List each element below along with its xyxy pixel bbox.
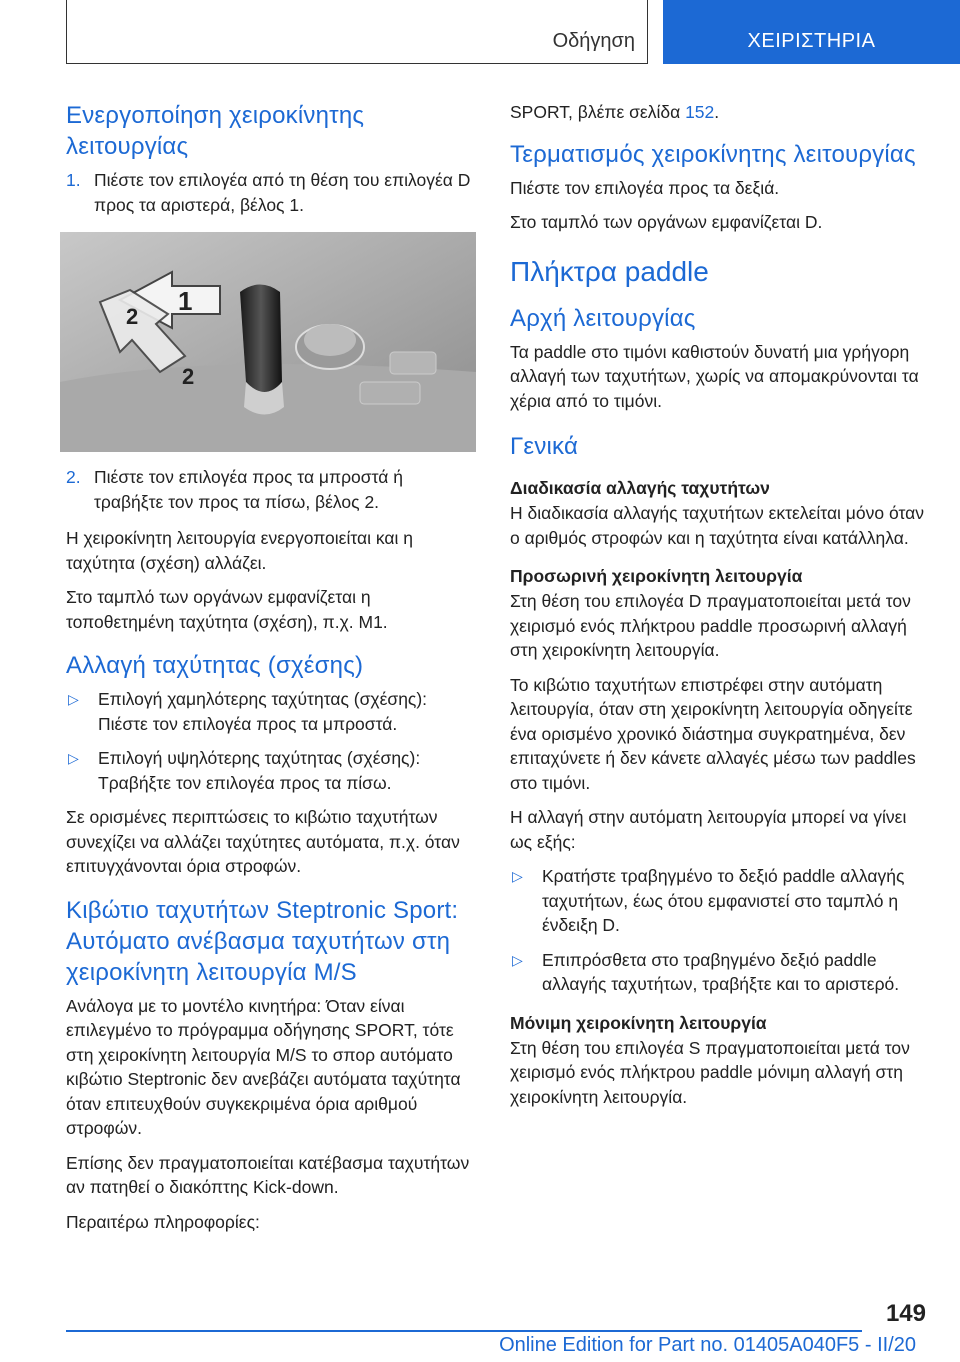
- right-column: [510, 100, 925, 1119]
- bullet-hold-right-paddle-text: Κρατήστε τραβηγμένο το δεξιό paddle αλλαγής ταχυτήτων, έως ότου εμφανιστεί στο ταμπλό η ένδειξη D.: [542, 866, 905, 935]
- sport-ref-suffix: .: [714, 102, 720, 122]
- triangle-bullet-icon: ▷: [68, 691, 79, 707]
- paragraph-display-d: Στο ταμπλό των οργάνων εμφανίζεται D.: [510, 212, 823, 232]
- step-2: [66, 465, 476, 514]
- paragraph-engine-model: Ανάλογα με το μοντέλο κινητήρα: Όταν είναι επιλεγμένο το πρόγραμμα οδήγησης SPORT, τότε στη χειροκίνητη λειτουργία M/S το σπορ αυτόματο κιβώτιο Steptronic δεν ανεβάζει αυτόματα ταχύτητα όταν επιτευχθούν συγκεκριμένα όρια αριθμού στροφών.: [66, 995, 461, 1138]
- page-number: 149: [885, 1300, 926, 1327]
- header-section-label: Οδήγηση: [552, 30, 635, 52]
- paragraph-automatic-shifts: Σε ορισμένες περιπτώσεις το κιβώτιο ταχυτήτων συνεχίζει να αλλάζει ταχύτητες αυτόματα, π.χ. όταν επιτυγχάνονται όρια στροφών.: [66, 807, 460, 876]
- step-1-text: Πιέστε τον επιλογέα από τη θέση του επιλογέα D προς τα αριστερά, βέλος 1.: [94, 170, 471, 215]
- bullet-downshift-text: Επιλογή χαμηλότερης ταχύτητας (σχέσης): Πιέστε τον επιλογέα προς τα μπροστά.: [98, 689, 428, 734]
- paragraph-push-right: Πιέστε τον επιλογέα προς τα δεξιά.: [510, 177, 780, 198]
- heading-end-manual: Τερματισμός χειροκίνητης λειτουργίας: [510, 140, 916, 168]
- step-2-number: 2.: [66, 467, 81, 487]
- bullet-hold-right-paddle: [510, 864, 925, 938]
- footer-edition: Online Edition for Part no. 01405A040F5 - II/20: [499, 1334, 916, 1356]
- paragraph-manual-activated: Η χειροκίνητη λειτουργία ενεργοποιείται και η ταχύτητα (σχέση) αλλάζει.: [66, 528, 414, 573]
- footer-divider: [66, 1330, 862, 1332]
- heading-temporary-manual: Προσωρινή χειροκίνητη λειτουργία: [510, 566, 803, 586]
- paragraph-sport-ref: [510, 100, 925, 125]
- paragraph-permanent-manual: Στη θέση του επιλογέα S πραγματοποιείται μετά τον χειρισμό ενός πλήκτρου paddle μόνιμη αλλαγή στη χειροκίνητη λειτουργία.: [510, 1037, 910, 1107]
- paragraph-temporary-manual: Στη θέση του επιλογέα D πραγματοποιείται μετά τον χειρισμό ενός πλήκτρου paddle προσωρινή αλλαγή στη χειροκίνητη λειτουργία.: [510, 591, 911, 660]
- heading-paddle-keys: Πλήκτρα paddle: [510, 255, 709, 287]
- step-1: [66, 168, 476, 217]
- triangle-bullet-icon: ▷: [512, 951, 523, 968]
- heading-steptronic-sport: Κιβώτιο ταχυτήτων Steptronic Sport: Αυτόματο ανέβασμα ταχυτήτων στη χειροκίνητη λειτουργία M/S: [66, 896, 459, 986]
- heading-activate-manual: Ενεργοποίηση χειροκίνητης λειτουργίας: [66, 102, 365, 160]
- bullet-upshift-text: Επιλογή υψηλότερης ταχύτητας (σχέσης): Τραβήξτε τον επιλογέα προς τα πίσω.: [98, 748, 421, 793]
- arrow-2-lower-label: 2: [182, 364, 195, 389]
- bullet-pull-both-paddles: [510, 948, 925, 997]
- paragraph-switch-automatic: Η αλλαγή στην αυτόματη λειτουργία μπορεί να γίνει ως εξής:: [510, 807, 907, 852]
- header-section-tab: [66, 0, 648, 64]
- sport-ref-prefix: SPORT, βλέπε σελίδα: [510, 102, 686, 122]
- heading-general: Γενικά: [510, 433, 579, 460]
- bullet-downshift: [66, 687, 476, 736]
- paragraph-more-info: Περαιτέρω πληροφορίες:: [66, 1211, 260, 1232]
- triangle-bullet-icon: ▷: [68, 750, 79, 766]
- arrow-1-label: 1: [178, 286, 193, 316]
- heading-shift-procedure: Διαδικασία αλλαγής ταχυτήτων: [510, 478, 770, 498]
- step-2-text: Πιέστε τον επιλογέα προς τα μπροστά ή τραβήξτε τον προς τα πίσω, βέλος 2.: [94, 467, 403, 512]
- heading-principle: Αρχή λειτουργίας: [510, 304, 696, 332]
- paragraph-kickdown: Επίσης δεν πραγματοποιείται κατέβασμα ταχυτήτων αν πατηθεί ο διακόπτης Kick-down.: [66, 1152, 470, 1197]
- paragraph-shift-procedure: Η διαδικασία αλλαγής ταχυτήτων εκτελείται μόνο όταν ο αριθμός στροφών και η ταχύτητα είναι κατάλληλα.: [510, 503, 924, 548]
- step-1-number: 1.: [66, 170, 81, 190]
- heading-gear-change: Αλλαγή ταχύτητας (σχέσης): [66, 652, 364, 679]
- header-chapter-label: ΧΕΙΡΙΣΤΗΡΙΑ: [747, 30, 876, 52]
- page-link-152[interactable]: 152: [685, 102, 715, 122]
- header-chapter-tab: [663, 0, 960, 64]
- paragraph-principle: Τα paddle στο τιμόνι καθιστούν δυνατή μια γρήγορη αλλαγή των ταχυτήτων, χωρίς να απομακρύνονται τα χέρια από το τιμόνι.: [510, 341, 919, 411]
- gear-selector-illustration: [60, 232, 476, 452]
- arrow-2-upper-label: 2: [126, 304, 139, 329]
- triangle-bullet-icon: ▷: [512, 868, 523, 884]
- paragraph-display-gear: Στο ταμπλό των οργάνων εμφανίζεται η τοποθετημένη ταχύτητα (σχέση), π.χ. M1.: [66, 587, 388, 632]
- paragraph-return-automatic: Το κιβώτιο ταχυτήτων επιστρέφει στην αυτόματη λειτουργία, όταν στη χειροκίνητη λειτουργία οδηγείτε ένα ορισμένο χρονικό διάστημα συγκρατημένα, δεν επιταχύνετε ή δεν κάνετε αλλαγές μέσω των paddles στο τιμόνι.: [510, 674, 916, 793]
- heading-permanent-manual: Μόνιμη χειροκίνητη λειτουργία: [510, 1012, 767, 1033]
- bullet-pull-both-paddles-text: Επιπρόσθετα στο τραβηγμένο δεξιό paddle αλλαγής ταχυτήτων, τραβήξτε και το αριστερό.: [542, 949, 900, 994]
- bullet-upshift: [66, 746, 476, 795]
